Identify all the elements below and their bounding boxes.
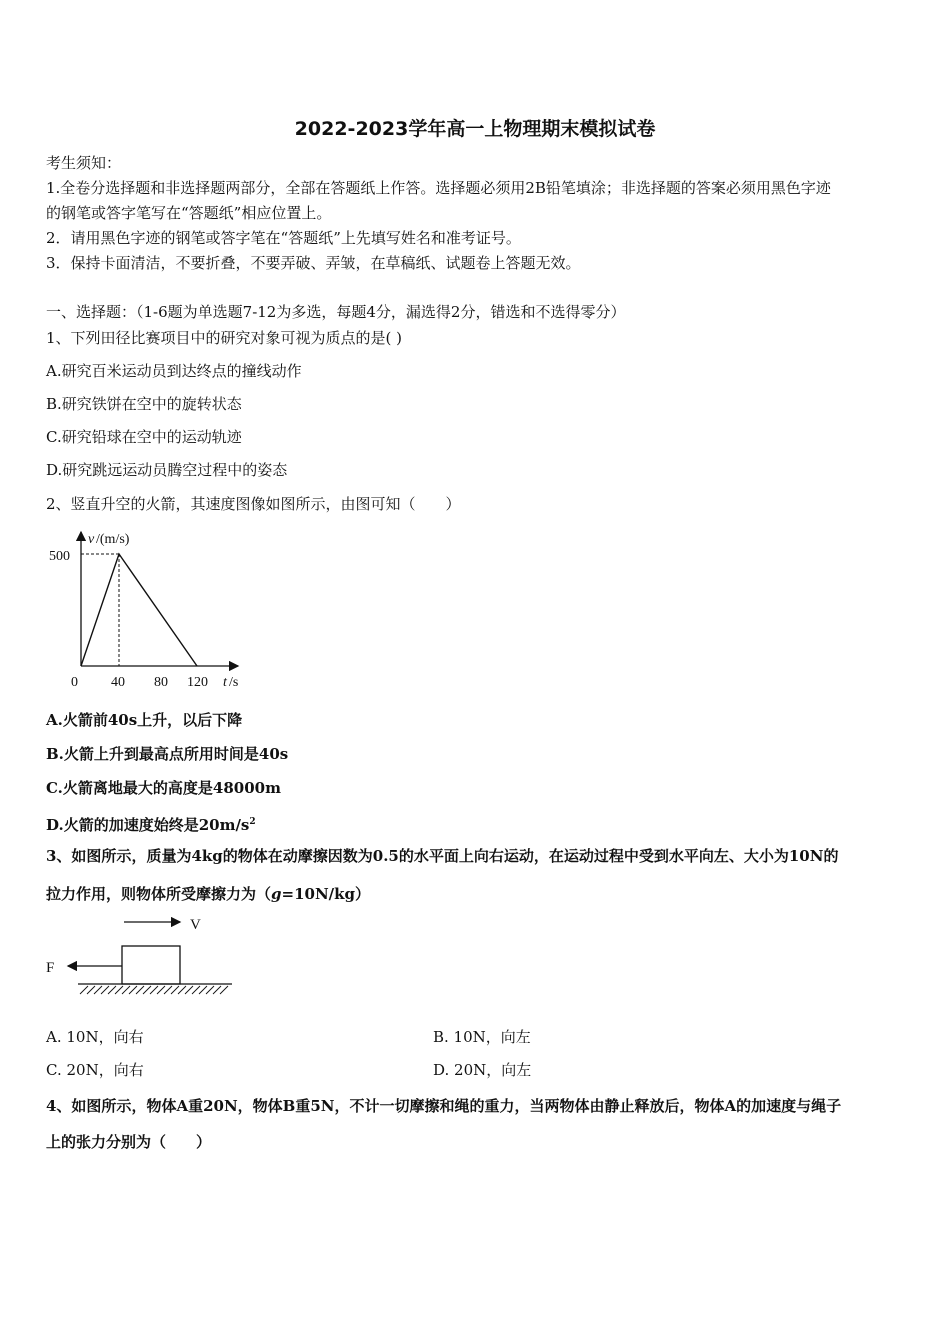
x-label-t: t xyxy=(223,675,227,690)
notice-item-1a: 1.全卷分选择题和非选择题两部分，全部在答题纸上作答。选择题必须用2B铅笔填涂；非选择题的答案必须用黑色字迹 xyxy=(46,179,831,197)
q3-option-b: B. 10N，向左 xyxy=(433,1028,531,1046)
q3-stem-line1: 3、如图所示，质量为4kg的物体在动摩擦因数为0.5的水平面上向右运动，在运动过程中受到水平向左、大小为10N的 xyxy=(46,847,839,865)
velocity-line xyxy=(81,554,197,666)
q2-option-d-text: D.火箭的加速度始终是20m/s xyxy=(46,816,250,834)
q4-stem-line1: 4、如图所示，物体A重20N，物体B重5N，不计一切摩擦和绳的重力，当两物体由静止释放后，物体A的加速度与绳子 xyxy=(46,1097,842,1115)
q4-stem-line2: 上的张力分别为（ ） xyxy=(46,1133,212,1151)
section-heading: 一、选择题：（1-6题为单选题7-12为多选，每题4分，漏选得2分，错选和不选得零分） xyxy=(46,303,626,321)
q3-option-a: A. 10N，向右 xyxy=(46,1028,144,1046)
q2-velocity-graph xyxy=(40,524,260,694)
q3-stem-b: =10N/kg） xyxy=(281,885,371,903)
q2-option-a: A.火箭前40s上升，以后下降 xyxy=(46,711,243,729)
q3-stem-g: g xyxy=(271,885,282,903)
q1-option-b: B.研究铁饼在空中的旋转状态 xyxy=(46,395,242,413)
q2-option-b: B.火箭上升到最高点所用时间是40s xyxy=(46,745,289,763)
notice-item-1b: 的钢笔或答字笔写在“答题纸”相应位置上。 xyxy=(46,204,332,222)
y-label-unit: /(m/s) xyxy=(96,532,130,547)
force-label: F xyxy=(46,960,55,976)
q3-stem-line2 xyxy=(46,884,370,904)
x-label-unit: /s xyxy=(229,675,239,690)
notice-item-2: 2．请用黑色字迹的钢笔或答字笔在“答题纸”上先填写姓名和准考证号。 xyxy=(46,229,521,247)
q1-option-d: D.研究跳远运动员腾空过程中的姿态 xyxy=(46,461,288,479)
q1-option-a: A.研究百米运动员到达终点的撞线动作 xyxy=(46,362,302,380)
notice-heading: 考生须知： xyxy=(46,154,122,172)
q3-stem-a: 拉力作用，则物体所受摩擦力为（ xyxy=(46,885,272,903)
q3-option-d: D. 20N，向左 xyxy=(433,1061,532,1079)
x-tick-120: 120 xyxy=(187,675,208,690)
q2-stem: 2、竖直升空的火箭，其速度图像如图所示，由图可知（ ） xyxy=(46,495,461,513)
q1-stem: 1、下列田径比赛项目中的研究对象可视为质点的是( ) xyxy=(46,329,403,347)
y-label-v: v xyxy=(88,532,95,547)
block xyxy=(122,946,180,984)
q3-block-figure xyxy=(40,910,240,1002)
q2-option-d-sup: 2 xyxy=(249,817,256,827)
ground-hatching xyxy=(80,986,228,994)
x-tick-0: 0 xyxy=(71,675,78,690)
x-tick-80: 80 xyxy=(154,675,168,690)
q2-option-d xyxy=(46,812,256,835)
q1-option-c: C.研究铅球在空中的运动轨迹 xyxy=(46,428,242,446)
x-tick-40: 40 xyxy=(111,675,125,690)
notice-item-3: 3．保持卡面清洁，不要折叠，不要弄破、弄皱，在草稿纸、试题卷上答题无效。 xyxy=(46,254,581,272)
velocity-label: V xyxy=(190,917,201,933)
q3-option-c: C. 20N，向右 xyxy=(46,1061,144,1079)
exam-title: 2022-2023学年高一上物理期末模拟试卷 xyxy=(294,118,656,140)
q2-option-c: C.火箭离地最大的高度是48000m xyxy=(46,779,281,797)
y-tick-500: 500 xyxy=(49,549,70,564)
